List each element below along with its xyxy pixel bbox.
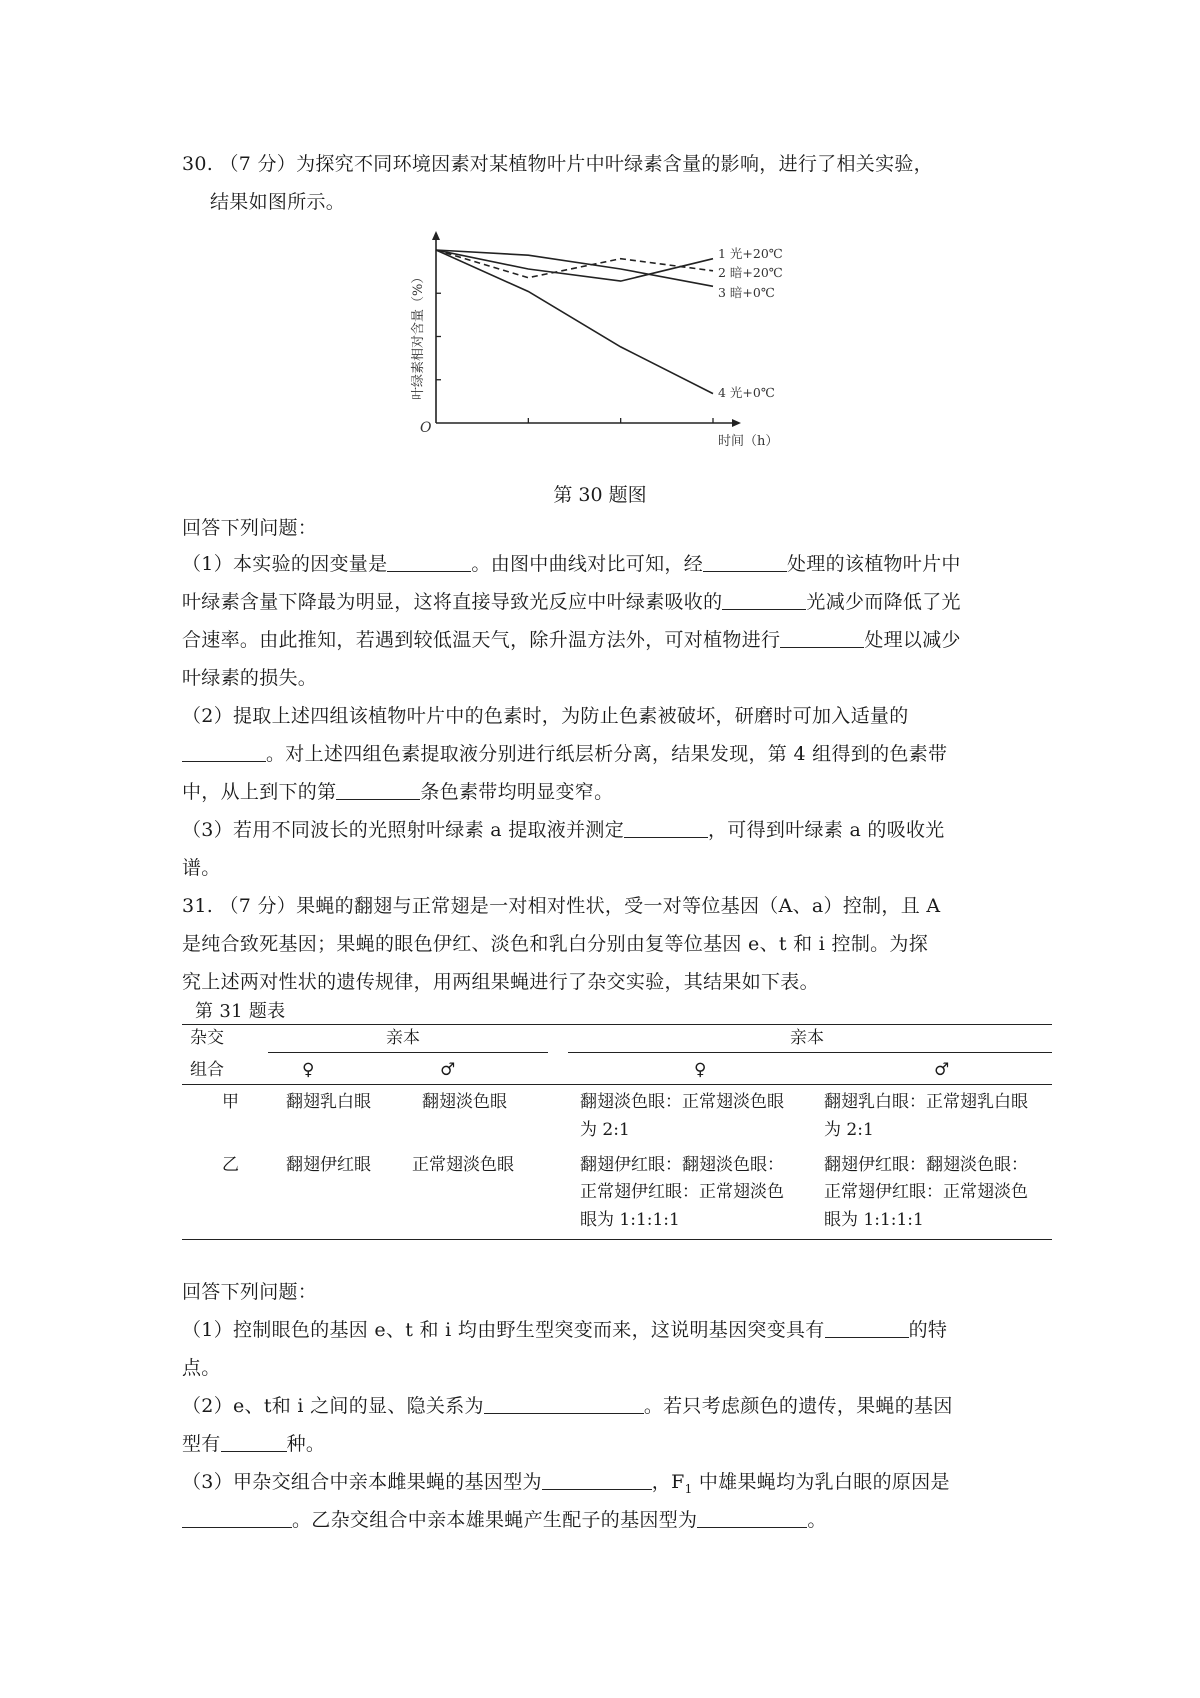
row-parent-female: 翻翅乳白眼	[286, 1092, 371, 1112]
header-offspring: 亲本	[790, 1028, 824, 1048]
q30-p3-text-b: ，可得到叶绿素 a 的吸收光	[708, 819, 945, 841]
q30-p1-text-d: 叶绿素含量下降最为明显，这将直接导致光反应中叶绿素吸收的	[182, 591, 723, 613]
q31-part2-line2	[182, 1432, 1062, 1456]
answer-blank[interactable]	[336, 781, 420, 800]
series-label-2: 2 暗+20℃	[718, 265, 783, 280]
q31-part1-line2: 点。	[182, 1357, 221, 1379]
q31-p3-text-d: 。乙杂交组合中亲本雄果蝇产生配子的基因型为	[292, 1509, 698, 1531]
answer-blank[interactable]	[697, 1509, 807, 1528]
q30-p1-text-g: 处理以减少	[864, 629, 961, 651]
answer-blank[interactable]	[825, 1319, 909, 1338]
q30-p1-text-b: 。由图中曲线对比可知，经	[471, 553, 703, 575]
q31-p3-text-e: 。	[807, 1509, 827, 1531]
row-offspring-male-l3: 眼为 1:1:1:1	[824, 1210, 924, 1230]
q30-part1-line1	[182, 552, 1062, 576]
q31-part3-line1	[182, 1470, 1062, 1501]
header-offspring-female: ♀	[694, 1060, 707, 1080]
q30-p1-text-f: 合速率。由此推知，若遇到较低温天气，除升温方法外，可对植物进行	[182, 629, 781, 651]
q31-part2-line1	[182, 1394, 1062, 1418]
q31-p2-text-d: 种。	[286, 1433, 326, 1455]
q31-p3-text-a: （3）甲杂交组合中亲本雌果蝇的基因型为	[182, 1471, 542, 1493]
q31-p2-text-c: 型有	[182, 1433, 221, 1455]
row-offspring-male-l2: 为 2:1	[824, 1120, 874, 1140]
chart-series-layer	[436, 250, 713, 394]
answer-blank[interactable]	[387, 553, 471, 572]
y-axis-arrow-icon	[432, 231, 440, 240]
q30-part1-line2	[182, 590, 1062, 614]
row-offspring-female-l1: 翻翅伊红眼：翻翅淡色眼：	[580, 1155, 784, 1175]
group2-rule	[568, 1052, 1052, 1053]
q31-p2-text-a: （2）e、t和 i 之间的显、隐关系为	[182, 1395, 484, 1417]
q30-part1-line4: 叶绿素的损失。	[182, 667, 318, 689]
series-line-4	[436, 250, 713, 394]
answer-blank[interactable]	[182, 743, 266, 762]
q30-p2-text-b: 。对上述四组色素提取液分别进行纸层析分离，结果发现，第 4 组得到的色素带	[266, 743, 948, 765]
header-parents: 亲本	[386, 1028, 420, 1048]
q30-stem-line1: 30. （7 分）为探究不同环境因素对某植物叶片中叶绿素含量的影响，进行了相关实验，	[182, 153, 933, 175]
chart-axes	[432, 231, 741, 427]
header-combo-line2: 组合	[190, 1060, 224, 1080]
x-axis-label: 时间（h）	[718, 434, 779, 449]
q30-p3-text-a: （3）若用不同波长的光照射叶绿素 a 提取液并测定	[182, 819, 624, 841]
answer-blank[interactable]	[542, 1471, 652, 1490]
answer-blank[interactable]	[703, 553, 787, 572]
row-offspring-male-l1: 翻翅乳白眼：正常翅乳白眼	[824, 1092, 1028, 1112]
q30-stem-line2: 结果如图所示。	[210, 191, 346, 213]
header-bottom-rule	[182, 1084, 1052, 1085]
row-offspring-male-l2: 正常翅伊红眼：正常翅淡色	[824, 1182, 1028, 1202]
row-parent-male: 正常翅淡色眼	[412, 1155, 514, 1175]
header-parent-female: ♀	[302, 1060, 315, 1080]
header-combo-line1: 杂交	[190, 1028, 224, 1048]
series-line-2	[436, 250, 713, 278]
y-axis-label: 叶绿素相对含量（%）	[411, 270, 426, 400]
q30-part1-line3	[182, 628, 1062, 652]
x-axis-arrow-icon	[732, 419, 741, 427]
q31-stem-line2: 是纯合致死基因；果蝇的眼色伊红、淡色和乳白分别由复等位基因 e、t 和 i 控制。为探	[182, 933, 929, 955]
row-offspring-female-l2: 正常翅伊红眼：正常翅淡色	[580, 1182, 784, 1202]
answer-blank[interactable]	[182, 1509, 292, 1528]
q31-p2-text-b: 。若只考虑颜色的遗传，果蝇的基因	[643, 1395, 953, 1417]
figure-caption: 第 30 题图	[553, 484, 647, 506]
q31-p3-text-c: 中雄果蝇均为乳白眼的原因是	[692, 1471, 950, 1493]
header-parent-male: ♂	[440, 1060, 456, 1080]
answer-blank[interactable]	[484, 1395, 644, 1414]
q30-part3-line2: 谱。	[182, 857, 221, 879]
q31-answer-prompt: 回答下列问题：	[182, 1281, 318, 1303]
q30-p1-text-a: （1）本实验的因变量是	[182, 553, 388, 575]
answer-blank[interactable]	[780, 629, 864, 648]
q31-p1-text-a: （1）控制眼色的基因 e、t 和 i 均由野生型突变而来，这说明基因突变具有	[182, 1319, 825, 1341]
answer-blank[interactable]	[722, 591, 806, 610]
q31-part1-line1	[182, 1318, 1062, 1342]
chart-labels-layer	[410, 246, 783, 449]
q31-p1-text-b: 的特	[908, 1319, 948, 1341]
q30-part2-line2	[182, 742, 1062, 766]
q30-p1-text-c: 处理的该植物叶片中	[787, 553, 961, 575]
table-caption: 第 31 题表	[195, 1001, 286, 1022]
chlorophyll-line-chart	[400, 225, 800, 455]
row-offspring-female-l2: 为 2:1	[580, 1120, 630, 1140]
q30-answer-prompt: 回答下列问题：	[182, 517, 318, 539]
origin-label: O	[420, 420, 432, 436]
q31-p3-text-b: ，F	[651, 1471, 685, 1493]
row-parent-female: 翻翅伊红眼	[286, 1155, 371, 1175]
q30-p1-text-e: 光减少而降低了光	[806, 591, 961, 613]
header-offspring-male: ♂	[934, 1060, 950, 1080]
row-offspring-male-l1: 翻翅伊红眼：翻翅淡色眼：	[824, 1155, 1028, 1175]
subscript-1: 1	[684, 1481, 693, 1496]
q30-part2-line1: （2）提取上述四组该植物叶片中的色素时，为防止色素被破坏，研磨时可加入适量的	[182, 705, 909, 727]
answer-blank[interactable]	[624, 819, 708, 838]
q31-stem-line3: 究上述两对性状的遗传规律，用两组果蝇进行了杂交实验，其结果如下表。	[182, 971, 819, 993]
q31-stem-line1: 31. （7 分）果蝇的翻翅与正常翅是一对相对性状，受一对等位基因（A、a）控制，且 A	[182, 895, 941, 917]
q30-part3-line1	[182, 818, 1062, 842]
series-label-4: 4 光+0℃	[718, 385, 775, 400]
q30-part2-line3	[182, 780, 1062, 804]
row-combo: 甲	[222, 1092, 239, 1112]
table-top-rule	[182, 1024, 1052, 1025]
q30-p2-text-d: 条色素带均明显变窄。	[420, 781, 614, 803]
row-parent-male: 翻翅淡色眼	[422, 1092, 507, 1112]
row-offspring-female-l1: 翻翅淡色眼：正常翅淡色眼	[580, 1092, 784, 1112]
group1-rule	[268, 1052, 548, 1053]
answer-blank[interactable]	[221, 1433, 287, 1452]
table-bottom-rule	[182, 1239, 1052, 1240]
series-label-3: 3 暗+0℃	[718, 285, 775, 300]
q31-part3-line2	[182, 1508, 1062, 1532]
q30-p2-text-c: 中，从上到下的第	[182, 781, 337, 803]
row-offspring-female-l3: 眼为 1:1:1:1	[580, 1210, 680, 1230]
row-combo: 乙	[222, 1155, 239, 1175]
series-label-1: 1 光+20℃	[718, 246, 783, 261]
